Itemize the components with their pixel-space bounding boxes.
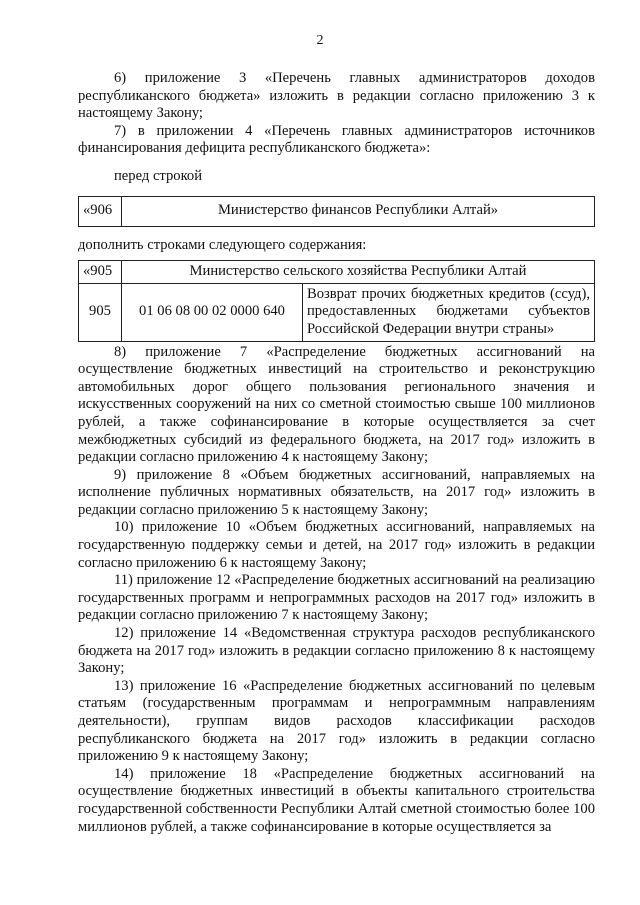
- paragraph-item-6: 6) приложение 3 «Перечень главных администраторов доходов республиканского бюджета» изложить в редакции согласно приложению 3 к настоящему Закону;: [78, 70, 595, 122]
- admin-code-cell: 905: [79, 283, 122, 341]
- table-row: [79, 196, 595, 226]
- admin-name-cell: Министерство финансов Республики Алтай»: [122, 196, 595, 226]
- paragraph-item-12: 12) приложение 14 «Ведомственная структура расходов республиканского бюджета на 2017 год» изложить в редакции согласно приложению 8 к настоящему Закону;: [78, 625, 595, 677]
- paragraph-item-8: 8) приложение 7 «Распределение бюджетных ассигнований на осуществление бюджетных инвестиций на строительство и реконструкцию автомобильных дорог общего пользования регионального значения и искусственных сооружений на них со сметной стоимостью свыше 100 миллионов рублей, а также софинансирование в которые осуществляется за счет межбюджетных субсидий из федерального бюджета, на 2017 год» изложить в редакции согласно приложению 4 к настоящему Закону;: [78, 343, 595, 466]
- source-name-cell: Возврат прочих бюджетных кредитов (ссуд), предоставленных бюджетами субъектов Российской Федерации внутри страны»: [303, 283, 595, 341]
- paragraph-item-13: 13) приложение 16 «Распределение бюджетных ассигнований по целевым статьям (государственным программам и непрограммным направлениям деятельности), группам видов расходов классификации расходов республиканского бюджета на 2017 год» изложить в редакции согласно приложению 9 к настоящему Закону;: [78, 677, 595, 765]
- new-rows-table: [78, 260, 595, 341]
- paragraph-item-10: 10) приложение 10 «Объем бюджетных ассигнований, направляемых на государственную поддержку семьи и детей, на 2017 год» изложить в редакции согласно приложению 6 к настоящему Закону;: [78, 519, 595, 571]
- paragraph-item-7: 7) в приложении 4 «Перечень главных администраторов источников финансирования дефицита республиканского бюджета»:: [78, 122, 595, 157]
- page-number: 2: [316, 33, 324, 48]
- admin-code-cell: «905: [79, 261, 122, 284]
- paragraph-add-lines: дополнить строками следующего содержания:: [78, 236, 367, 253]
- paragraph-item-14: 14) приложение 18 «Распределение бюджетных ассигнований на осуществление бюджетных инвестиций в объекты капитального строительства государственной собственности Республики Алтай сметной стоимостью более 100 миллионов рублей, а также софинансирование в которые осуществляется за: [78, 765, 595, 835]
- existing-row-table: [78, 196, 595, 227]
- classification-code-cell: 01 06 08 00 02 0000 640: [122, 283, 303, 341]
- table-row: [79, 261, 595, 284]
- paragraph-before-line: перед строкой: [114, 167, 203, 184]
- admin-name-cell: Министерство сельского хозяйства Республики Алтай: [122, 261, 595, 284]
- admin-code-cell: «906: [79, 196, 122, 226]
- paragraph-item-9: 9) приложение 8 «Объем бюджетных ассигнований, направляемых на исполнение публичных нормативных обязательств, на 2017 год» изложить в редакции согласно приложению 5 к настоящему Закону;: [78, 466, 595, 518]
- paragraph-item-11: 11) приложение 12 «Распределение бюджетных ассигнований на реализацию государственных программ и непрограммных расходов на 2017 год» изложить в редакции согласно приложению 7 к настоящему Закону;: [78, 572, 595, 624]
- document-body: [78, 70, 595, 836]
- table-row: [79, 283, 595, 341]
